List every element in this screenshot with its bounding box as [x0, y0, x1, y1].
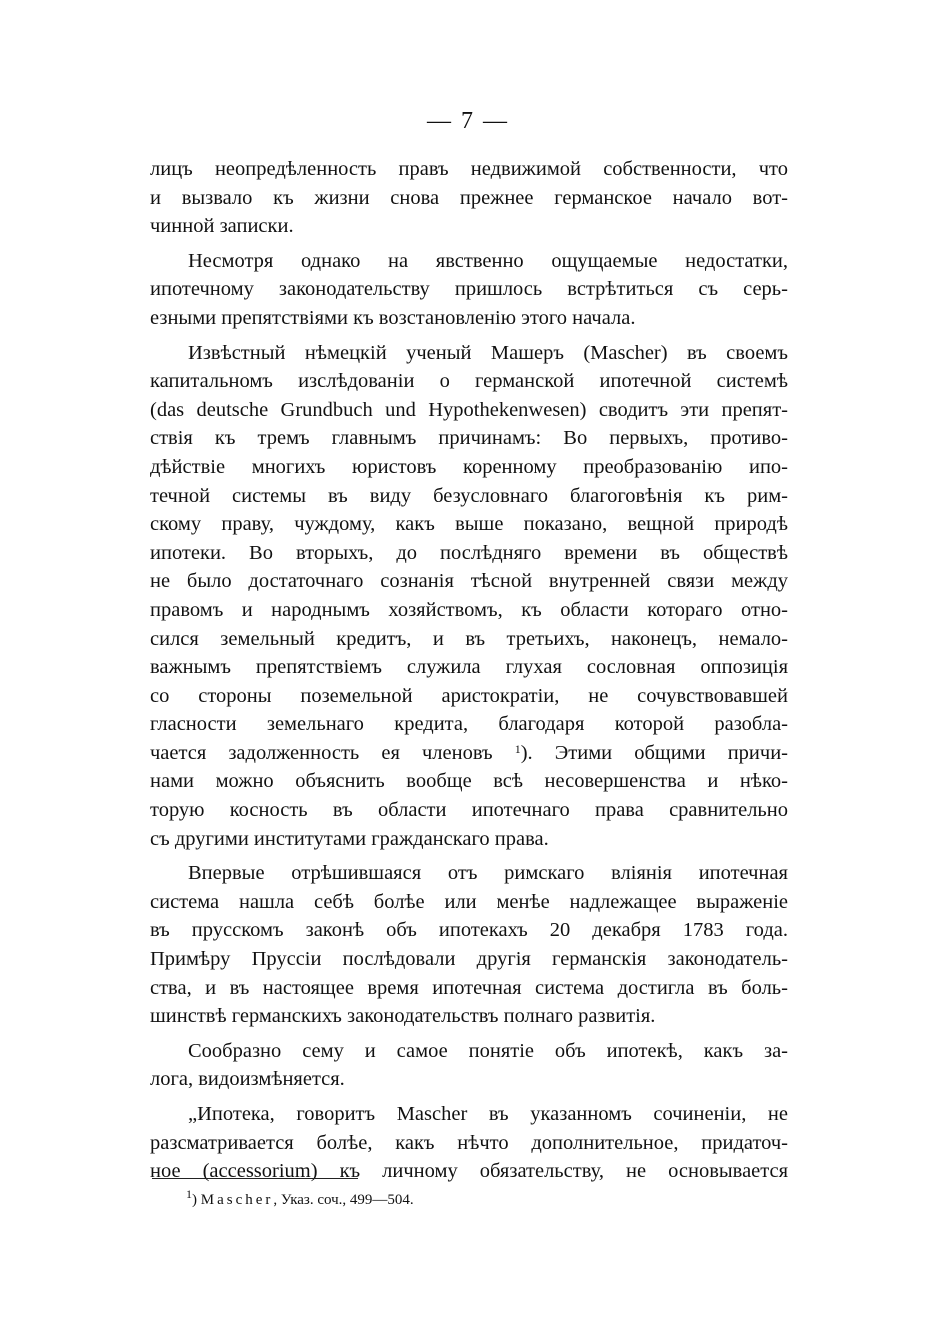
footnote: $^1$) Mascher, Указ. соч., 499—504.: [186, 1187, 414, 1208]
footnote-marker: 1: [186, 1187, 192, 1201]
paragraph-1: [150, 155, 788, 241]
text-line: (das deutsche Grundbuch und Hypothekenwesen) сводитъ эти препят-: [150, 398, 788, 421]
text-line: Примѣру Пруссіи послѣдовали другія германскія законодатель-: [150, 948, 788, 971]
paragraph-3: [150, 339, 788, 854]
footnote-reference[interactable]: 1: [514, 741, 521, 756]
text-line: со стороны поземельной аристократіи, не сочувствовавшей: [150, 684, 788, 707]
text-line: лога, видоизмѣняется.: [150, 1068, 345, 1091]
text-line: ипотечному законодательству пришлось встрѣтиться съ серь-: [150, 278, 788, 301]
footnote-text: , Указ. соч., 499—504.: [273, 1192, 414, 1208]
paragraph-2: [150, 247, 788, 333]
text-line: гласности земельнаго кредита, благодаря которой разобла-: [150, 713, 788, 736]
paragraph-4: [150, 859, 788, 1031]
paragraph-6: [150, 1100, 788, 1186]
text-line: Впервые отрѣшившаяся отъ римскаго вліянія ипотечная: [188, 862, 788, 885]
text-line: система нашла себѣ болѣе или менѣе надлежащее выраженіе: [150, 890, 788, 913]
text-fragment: чается задолженность ея членовъ: [150, 741, 493, 764]
text-line-with-footnote: [150, 739, 788, 768]
text-line: Сообразно сему и самое понятіе объ ипотекѣ, какъ за-: [188, 1039, 788, 1062]
text-line: въ прусскомъ законѣ объ ипотекахъ 20 декабря 1783 года.: [150, 919, 788, 942]
text-line: ипотеки. Во вторыхъ, до послѣдняго времени въ обществѣ: [150, 541, 788, 564]
text-line: сился земельный кредитъ, и въ третьихъ, наконецъ, немало-: [150, 627, 788, 650]
text-line: съ другими институтами гражданскаго права.: [150, 827, 549, 850]
text-line: ствія къ тремъ главнымъ причинамъ: Во первыхъ, противо-: [150, 427, 788, 450]
text-line: не было достаточнаго сознанія тѣсной внутренней связи между: [150, 570, 788, 593]
text-line: Извѣстный нѣмецкій ученый Машеръ (Mascher) въ своемъ: [188, 341, 788, 364]
text-line: езными препятствіями къ возстановленію этого начала.: [150, 306, 636, 329]
text-line: лицъ неопредѣленность правъ недвижимой собственности, что: [150, 158, 788, 180]
text-line: и вызвало къ жизни снова прежнее германское начало вот-: [150, 186, 788, 209]
text-fragment: ). Этими общими причи-: [520, 741, 789, 764]
text-line: скому праву, чуждому, какъ выше показано, вещной природѣ: [150, 513, 788, 536]
text-line: важнымъ препятствіемъ служила глухая сословная оппозиція: [150, 656, 788, 679]
text-line: торую косность въ области ипотечнаго права сравнительно: [150, 799, 788, 822]
footnote-divider: [152, 1178, 358, 1179]
text-line: „Ипотека, говоритъ Mascher въ указанномъ сочиненіи, не: [188, 1103, 788, 1125]
text-line: нами можно объяснить вообще всѣ несовершенства и нѣко-: [150, 770, 788, 793]
body-text: [150, 155, 788, 1192]
paragraph-5: [150, 1037, 788, 1094]
page-number: — 7 —: [427, 108, 509, 134]
text-line: разсматривается болѣе, какъ нѣчто дополнительное, придаточ-: [150, 1131, 788, 1154]
text-line: правомъ и народнымъ хозяйствомъ, къ области котораго отно-: [150, 598, 788, 621]
text-line: дѣйствіе многихъ юристовъ коренному преобразованію ипо-: [150, 455, 788, 478]
text-line: шинствѣ германскихъ законодательствъ полнаго развитія.: [150, 1005, 656, 1028]
text-line: течной системы въ виду безусловнаго благоговѣнія къ рим-: [150, 484, 788, 507]
text-line: ное (accessorium) къ личному обязательству, не основывается: [150, 1160, 788, 1183]
footnote-author: Mascher: [200, 1192, 274, 1208]
text-line: Несмотря однако на явственно ощущаемые недостатки,: [188, 249, 788, 272]
text-line: чинной записки.: [150, 215, 294, 238]
text-line: капитальномъ изслѣдованіи о германской ипотечной системѣ: [150, 370, 788, 393]
text-line: ства, и въ настоящее время ипотечная система достигла въ боль-: [150, 976, 788, 999]
